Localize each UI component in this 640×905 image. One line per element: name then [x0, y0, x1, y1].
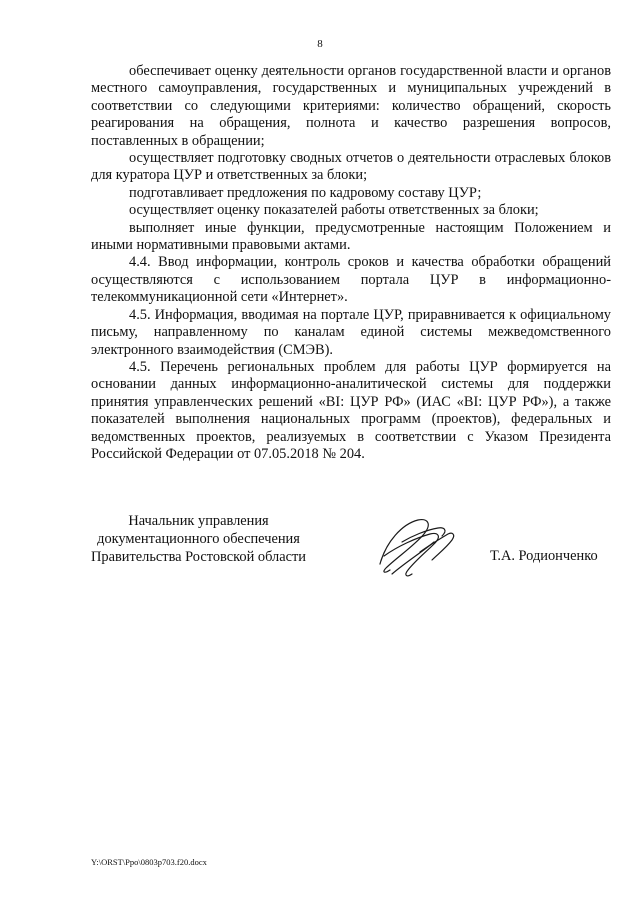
- page-number: 8: [317, 38, 323, 50]
- paragraph: осуществляет оценку показателей работы ответственных за блоки;: [129, 202, 539, 219]
- handwritten-signature: [372, 512, 462, 582]
- signatory-title-line: Правительства Ростовской области: [91, 548, 306, 565]
- document-body: [91, 63, 611, 463]
- paragraph: 4.5. Информация, вводимая на портале ЦУР, приравнивается к официальному письму, направленному по каналам единой системы межведомственного электронного взаимодействия (СМЭВ).: [91, 306, 611, 358]
- signatory-title: [91, 513, 306, 566]
- footer-file-path: Y:\ORST\Ppo\0803p703.f20.docx: [91, 857, 207, 867]
- paragraph: 4.5. Перечень региональных проблем для работы ЦУР формируется на основании данных информационно-аналитической системы для поддержки принятия управленческих решений «BI: ЦУР РФ» (ИАС «BI: ЦУР РФ»), а также показателей выполнения национальных программ (проектов), федеральных и ведомственных проектов, реализуемых в соответствии с Указом Президента Российской Федерации от 07.05.2018 № 204.: [91, 358, 611, 462]
- signer-name: Т.А. Родионченко: [490, 548, 598, 564]
- signatory-title-line: документационного обеспечения: [97, 530, 300, 547]
- signatory-title-line: Начальник управления: [128, 513, 269, 529]
- paragraph: выполняет иные функции, предусмотренные настоящим Положением и иными нормативными правовыми актами.: [91, 219, 611, 254]
- paragraph: 4.4. Ввод информации, контроль сроков и качества обработки обращений осуществляются с использованием портала ЦУР в информационно-телекоммуникационной сети «Интернет».: [91, 254, 611, 306]
- paragraph: подготавливает предложения по кадровому составу ЦУР;: [129, 184, 482, 201]
- paragraph: осуществляет подготовку сводных отчетов о деятельности отраслевых блоков для куратора ЦУР и ответственных за блоки;: [91, 150, 611, 184]
- paragraph: обеспечивает оценку деятельности органов государственной власти и органов местного самоуправления, государственных и муниципальных учреждений в соответствии со следующими критериями: количество обращений, скорость реагирования на обращения, полнота и качество разрешения вопросов, поставленных в обращении;: [91, 63, 611, 149]
